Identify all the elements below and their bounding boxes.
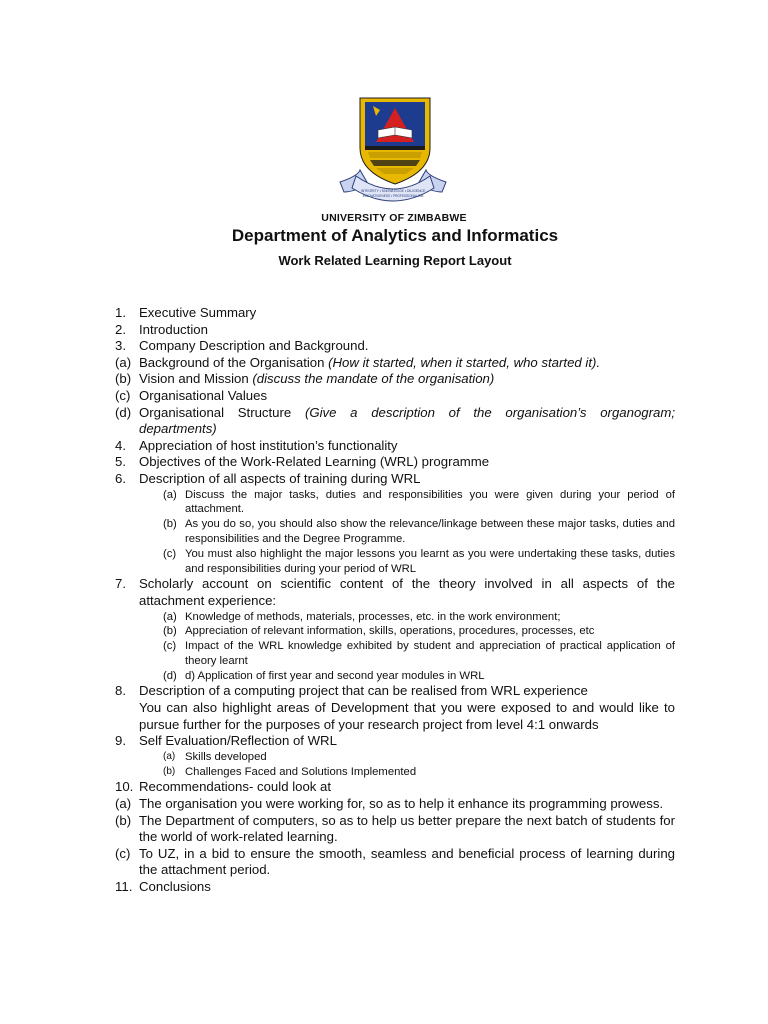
department-title: Department of Analytics and Informatics xyxy=(231,226,559,245)
item-text: The Department of computers, so as to help us better prepare the next batch of students for the world of work-related learning. xyxy=(139,812,675,845)
item-text: Company Description and Background. xyxy=(139,338,369,354)
list-item xyxy=(115,683,675,700)
item-main: Background of the Organisation xyxy=(139,354,329,370)
list-item xyxy=(115,322,675,339)
sub-list-item xyxy=(163,547,675,577)
list-item xyxy=(115,779,675,796)
list-item xyxy=(115,879,675,896)
item-text: Description of a computing project that can be realised from WRL experience xyxy=(139,683,588,699)
item-number: (a) xyxy=(163,610,177,623)
item-text: Executive Summary xyxy=(139,305,257,320)
item-text: Knowledge of methods, materials, processes, etc. in the work environment; xyxy=(185,610,561,623)
item-number: (c) xyxy=(163,640,177,653)
item-text: Organisational Values xyxy=(139,387,268,403)
list-item xyxy=(115,813,675,846)
item-number: (b) xyxy=(115,812,132,828)
item-text: Self Evaluation/Reflection of WRL xyxy=(139,733,337,749)
sub-list-item xyxy=(163,488,675,518)
item-note: (discuss the mandate of the organisation) xyxy=(252,371,495,387)
item-text: Objectives of the Work-Related Learning (WRL) programme xyxy=(139,454,490,470)
item-number: (a) xyxy=(115,354,132,370)
item-number: (b) xyxy=(163,765,176,777)
list-item xyxy=(115,371,675,388)
item-text: Appreciation of host institution’s functionality xyxy=(139,437,398,453)
item-number: (c) xyxy=(163,547,177,560)
item-text: Scholarly account on scientific content of the theory involved in all aspects of the attachment experience: xyxy=(139,576,675,608)
list-item xyxy=(115,471,675,488)
item-text: The organisation you were working for, so as to help it enhance its programming prowess. xyxy=(139,796,664,812)
svg-text:INNOVATIVENESS • PROFESSIONALI: INNOVATIVENESS • PROFESSIONALISM xyxy=(362,194,424,198)
item-number: (b) xyxy=(163,625,177,638)
item-text xyxy=(139,371,675,388)
item-text: To UZ, in a bid to ensure the smooth, seamless and beneficial process of learning during the attachment period. xyxy=(139,845,675,878)
university-name: UNIVERSITY OF ZIMBABWE xyxy=(321,212,467,224)
item-note: (Give a description of the organisation’s organogram; departments) xyxy=(139,404,675,437)
item-text: Discuss the major tasks, duties and responsibilities you were given during your period of attachment. xyxy=(185,488,675,516)
item-number: 8. xyxy=(115,683,126,699)
item-text: Introduction xyxy=(139,321,208,337)
item-text: You must also highlight the major lessons you learnt as you were undertaking these tasks, duties and responsibilities during your period of WRL xyxy=(185,547,675,575)
item-number: (a) xyxy=(115,796,132,812)
list-item xyxy=(115,405,675,438)
list-item xyxy=(115,388,675,405)
list-paragraph xyxy=(115,700,675,733)
sub-list-item xyxy=(163,750,675,765)
item-number: 7. xyxy=(115,576,126,592)
sub-list-item xyxy=(163,639,675,669)
item-text: Appreciation of relevant information, skills, operations, procedures, processes, etc xyxy=(185,625,595,638)
item-text: As you do so, you should also show the relevance/linkage between these major tasks, duties and responsibilities and the Degree Programme. xyxy=(185,518,675,545)
sub-list-item xyxy=(163,517,675,547)
sub-list-item xyxy=(163,610,675,625)
item-number: (b) xyxy=(115,371,132,387)
list-item xyxy=(115,355,675,372)
item-text xyxy=(139,405,675,438)
item-number: 2. xyxy=(115,321,126,337)
item-number: 10. xyxy=(115,779,134,795)
item-number: (d) xyxy=(163,669,177,682)
svg-text:INTEGRITY • KNOWLEDGE • DILIGE: INTEGRITY • KNOWLEDGE • DILIGENCE xyxy=(360,189,426,193)
item-text: Conclusions xyxy=(139,879,211,895)
item-text: Challenges Faced and Solutions Implemented xyxy=(185,765,417,778)
report-outline xyxy=(115,305,675,896)
list-item xyxy=(115,305,675,322)
item-number: (a) xyxy=(163,750,176,762)
list-item xyxy=(115,576,675,609)
item-text: You can also highlight areas of Development that you were exposed to and would like to pursue further for the purposes of your research project from level 4:1 onwards xyxy=(139,700,675,732)
item-number: (a) xyxy=(163,488,177,501)
item-main: Organisational Structure xyxy=(139,404,305,420)
document-subtitle: Work Related Learning Report Layout xyxy=(278,253,512,268)
item-text: Skills developed xyxy=(185,750,267,763)
item-number: (d) xyxy=(115,404,132,420)
list-item xyxy=(115,733,675,750)
item-number: (b) xyxy=(163,518,177,531)
item-number: 9. xyxy=(115,733,126,749)
list-item xyxy=(115,796,675,813)
item-main: Vision and Mission xyxy=(139,371,253,387)
item-number: (c) xyxy=(115,845,131,861)
item-note: (How it started, when it started, who started it). xyxy=(328,354,601,370)
item-text: Recommendations- could look at xyxy=(139,779,332,795)
item-text: Impact of the WRL knowledge exhibited by student and appreciation of practical application of theory learnt xyxy=(185,640,675,667)
item-number: 4. xyxy=(115,437,126,453)
item-text xyxy=(139,355,675,372)
sub-list-item xyxy=(163,624,675,639)
list-item xyxy=(115,846,675,879)
item-number: (c) xyxy=(115,387,131,403)
list-item xyxy=(115,454,675,471)
item-number: 5. xyxy=(115,454,126,470)
item-text: Description of all aspects of training during WRL xyxy=(139,470,421,486)
university-crest-logo xyxy=(338,96,448,208)
item-number: 1. xyxy=(115,305,126,320)
list-item xyxy=(115,338,675,355)
item-number: 3. xyxy=(115,338,126,354)
list-item xyxy=(115,438,675,455)
sub-list-item xyxy=(163,669,675,684)
item-text: d) Application of first year and second year modules in WRL xyxy=(185,669,485,682)
item-number: 11. xyxy=(115,879,133,895)
item-number: 6. xyxy=(115,470,126,486)
sub-list-item xyxy=(163,765,675,780)
